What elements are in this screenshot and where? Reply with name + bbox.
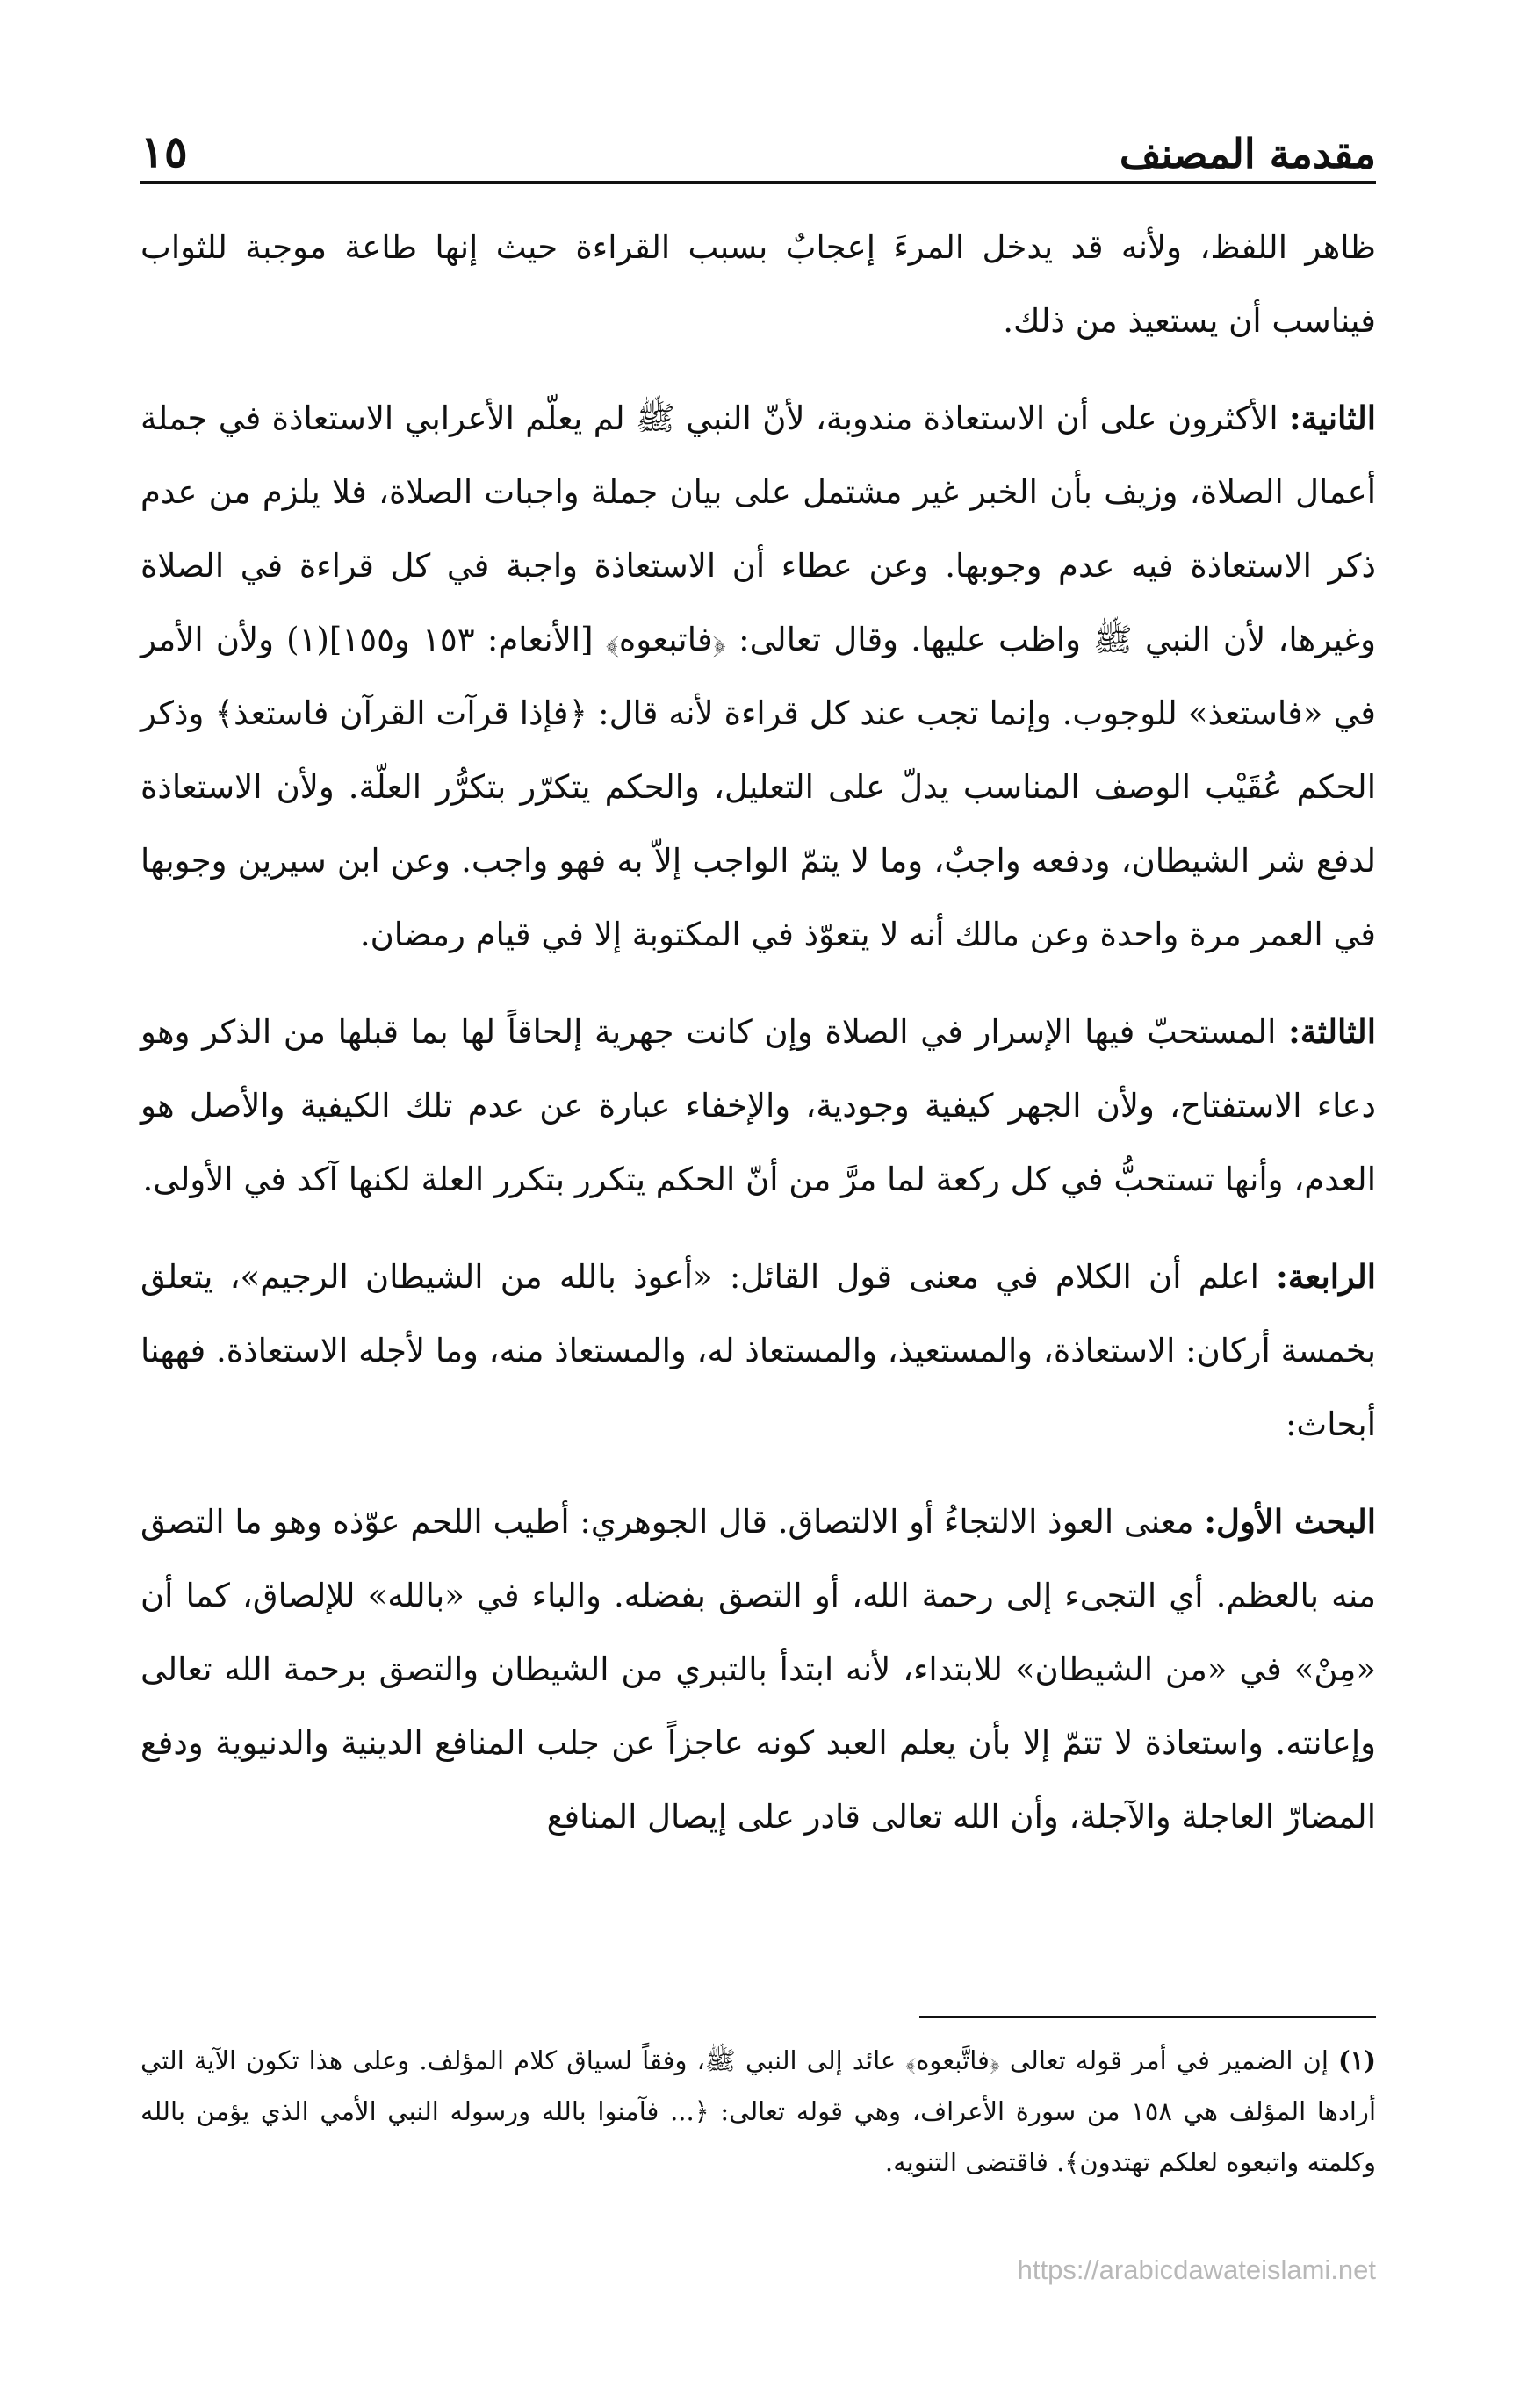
paragraph-first-inquiry [140, 1484, 1376, 1854]
paragraph-continuation [140, 211, 1376, 358]
paragraph-text: اعلم أن الكلام في معنى قول القائل: «أعوذ بالله من الشيطان الرجيم»، يتعلق بخمسة أركان: الاستعاذة، والمستعيذ، والمستعاذ له، والمستعاذ منه، وما لأجله الاستعاذة. فههنا أبحاث: [140, 1258, 1376, 1443]
paragraph-label: الثانية: [1289, 399, 1376, 437]
footnote-marker: (١) [1337, 2045, 1377, 2075]
paragraph-text: ظاهر اللفظ، ولأنه قد يدخل المرءَ إعجابٌ بسبب القراءة حيث إنها طاعة موجبة للثواب فيناسب أن يستعيذ من ذلك. [140, 228, 1376, 340]
footnote [140, 2035, 1376, 2188]
paragraph-label: البحث الأول: [1204, 1502, 1377, 1541]
running-header [140, 112, 1376, 184]
paragraph-text: المستحبّ فيها الإسرار في الصلاة وإن كانت جهرية إلحاقاً لها بما قبلها من الذكر وهو دعاء الاستفتاح، ولأن الجهر كيفية وجودية، والإخفاء عبارة عن عدم تلك الكيفية والأصل هو العدم، وأنها تستحبُّ في كل ركعة لما مرَّ من أنّ الحكم يتكرر بتكرر العلة لكنها آكد في الأولى. [140, 1013, 1376, 1198]
paragraph-text: الأكثرون على أن الاستعاذة مندوبة، لأنّ النبي ﷺ لم يعلّم الأعرابي الاستعاذة في جملة أعمال الصلاة، وزيف بأن الخبر غير مشتمل على بيان جملة واجبات الصلاة، فلا يلزم من عدم ذكر الاستعاذة فيه عدم وجوبها. وعن عطاء أن الاستعاذة واجبة في كل قراءة في الصلاة وغيرها، لأن النبي ﷺ واظب عليها. وقال تعالى: ﴿فاتبعوه﴾ [الأنعام: ١٥٣ و١٥٥](١) ولأن الأمر في «فاستعذ» للوجوب. وإنما تجب عند كل قراءة لأنه قال: ﴿فإذا قرآت القرآن فاستعذ﴾ وذكر الحكم عُقَيْب الوصف المناسب يدلّ على التعليل، والحكم يتكرّر بتكرُّر العلّة. ولأن الاستعاذة لدفع شر الشيطان، ودفعه واجبٌ، وما لا يتمّ الواجب إلاّ به فهو واجب. وعن ابن سيرين وجوبها في العمر مرة واحدة وعن مالك أنه لا يتعوّذ في المكتوبة إلا في قيام رمضان. [140, 399, 1376, 953]
paragraph-label: الثالثة: [1288, 1012, 1376, 1051]
watermark-url: https://arabicdawateislami.net [1017, 2254, 1376, 2285]
paragraph-text: معنى العوذ الالتجاءُ أو الالتصاق. قال الجوهري: أطيب اللحم عوّذه وهو ما التصق منه بالعظم. أي التجىء إلى رحمة الله، أو التصق بفضله. والباء في «بالله» للإلصاق، كما أن «مِنْ» في «من الشيطان» للابتداء، لأنه ابتدأ بالتبري من الشيطان والتصق برحمة الله تعالى وإعانته. واستعاذة لا تتمّ إلا بأن يعلم العبد كونه عاجزاً عن جلب المنافع الدينية والدنيوية ودفع المضارّ العاجلة والآجلة، وأن الله تعالى قادر على إيصال المنافع [140, 1503, 1376, 1836]
paragraph-second [140, 381, 1376, 972]
paragraph-fourth [140, 1240, 1376, 1462]
paragraph-third [140, 995, 1376, 1217]
header-title: مقدمة المصنف [1119, 130, 1376, 177]
footnote-divider [919, 2016, 1376, 2018]
page-number: ١٥ [140, 126, 188, 177]
footnote-text: إن الضمير في أمر قوله تعالى ﴿فاتَّبعوه﴾ عائد إلى النبي ﷺ، وفقاً لسياق كلام المؤلف. وعلى هذا تكون الآية التي أرادها المؤلف هي ١٥٨ من سورة الأعراف، وهي قوله تعالى: ﴿... فآمنوا بالله ورسوله النبي الأمي الذي يؤمن بالله وكلمته واتبعوه لعلكم تهتدون﴾. فاقتضى التنويه. [140, 2045, 1376, 2177]
main-text [140, 211, 1376, 1877]
paragraph-label: الرابعة: [1276, 1257, 1376, 1296]
